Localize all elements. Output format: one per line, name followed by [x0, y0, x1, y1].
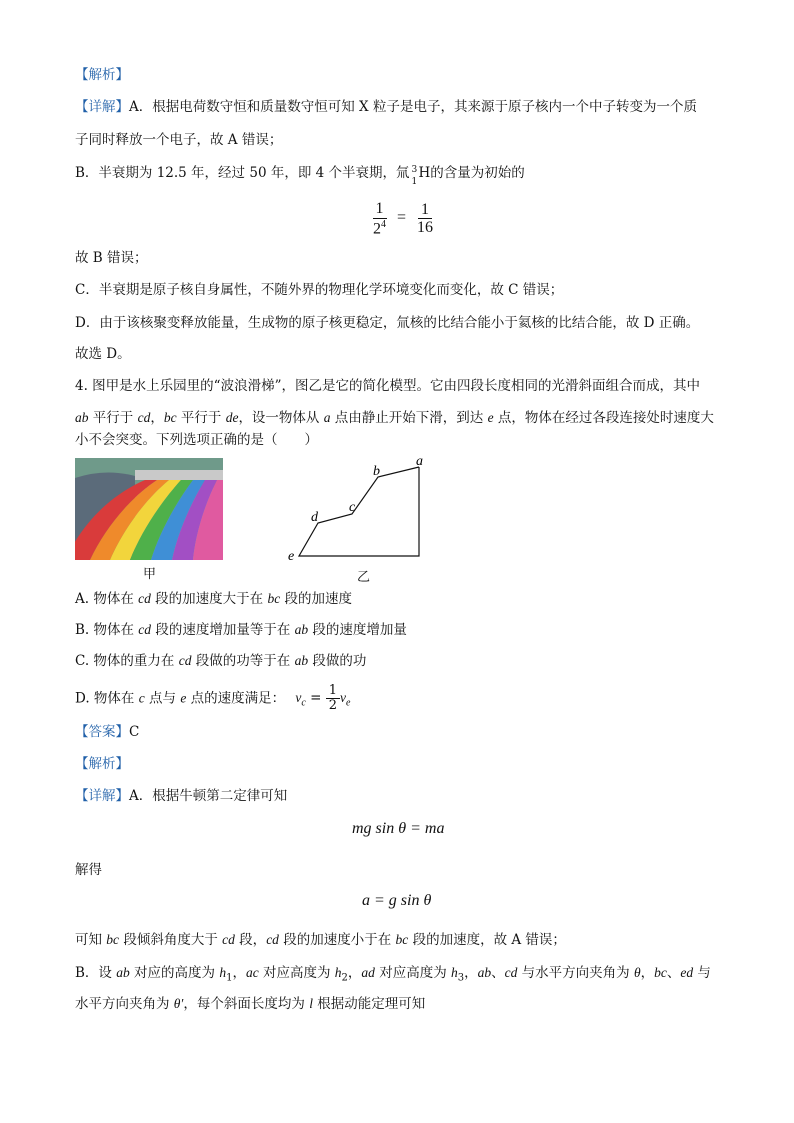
answer-line: [75, 722, 139, 742]
conclusion-a-line: 可知 bc 段倾斜角度大于 cd 段，cd 段的加速度小于在 bc 段的加速度，故 A 错误；: [75, 932, 566, 948]
point-d: d: [311, 510, 318, 525]
d-line: D．由于该核聚变释放能量，生成物的原子核更稳定，氚核的比结合能小于氦核的比结合能，故 D 正确。: [75, 315, 700, 331]
solve-line: 解得: [75, 862, 102, 878]
b-setup-line-2: 水平方向夹角为 θ′，每个斜面长度均为 l 根据动能定理可知: [75, 996, 426, 1012]
slide-model-diagram: [280, 450, 440, 565]
acceleration-equation: a = g sin θ: [362, 892, 432, 909]
option-d: D. 物体在 c 点与 e 点的速度满足： $v_c$ = $\frac{1}{2}$ $v_e$: [75, 683, 351, 714]
answer-value: C: [129, 724, 140, 740]
analysis-label-2: 【解析】: [75, 756, 129, 772]
point-b: b: [373, 464, 380, 479]
question-4-line-3: 小不会突变。下列选项正确的是（ ）: [75, 432, 318, 448]
option-c: C. 物体的重力在 cd 段做的功等于在 ab 段做的功: [75, 653, 367, 669]
b-wrong-line: 故 B 错误；: [75, 250, 148, 266]
water-slide-photo: [75, 458, 223, 560]
option-a: A. 物体在 cd 段的加速度大于在 bc 段的加速度: [75, 591, 353, 607]
caption-left: 甲: [143, 567, 157, 582]
answer-label: 【答案】: [75, 724, 129, 740]
point-e: e: [288, 549, 295, 564]
fraction-equation: $\frac{1}{2^4}$ = $\frac{1}{16}$: [373, 200, 434, 237]
detail-line-2: 子同时释放一个电子，故 A 错误；: [75, 132, 283, 148]
isotope-notation: 3 1: [411, 165, 418, 187]
half-life-line: B．半衰期为 12.5 年，经过 50 年，即 4 个半衰期，氚 3 1 H的含量为初始的: [75, 165, 525, 187]
b-setup-line: B．设 ab 对应的高度为 $h_1$，ac 对应高度为 $h_2$，ad 对应高度为 $h_3$，ab、cd 与水平方向夹角为 θ，bc、ed 与: [75, 965, 711, 984]
choose-d-line: 故选 D。: [75, 346, 131, 362]
question-4-line-2: ab 平行于 cd，bc 平行于 de，设一物体从 a 点由静止开始下滑，到达 e 点，物体在经过各段连接处时速度大: [75, 410, 714, 426]
newton-equation: mg sin θ = ma: [352, 820, 445, 837]
point-c: c: [349, 500, 356, 515]
analysis-label: 【解析】: [75, 67, 129, 83]
detail-label: 【详解】: [75, 99, 129, 115]
detail-text: A．根据电荷数守恒和质量数守恒可知 X 粒子是电子，其来源于原子核内一个中子转变为一个质: [129, 99, 697, 115]
question-4-line-1: 4. 图甲是水上乐园里的“波浪滑梯”，图乙是它的简化模型。它由四段长度相同的光滑斜面组合而成，其中: [75, 378, 700, 394]
detail-line-1: [75, 97, 697, 117]
point-a: a: [416, 454, 423, 469]
option-b: B. 物体在 cd 段的速度增加量等于在 ab 段的速度增加量: [75, 622, 407, 638]
caption-right: 乙: [357, 570, 371, 585]
detail-line-3: 【详解】A．根据牛顿第二定律可知: [75, 788, 288, 804]
c-line: C．半衰期是原子核自身属性，不随外界的物理化学环境变化而变化，故 C 错误；: [75, 282, 564, 298]
